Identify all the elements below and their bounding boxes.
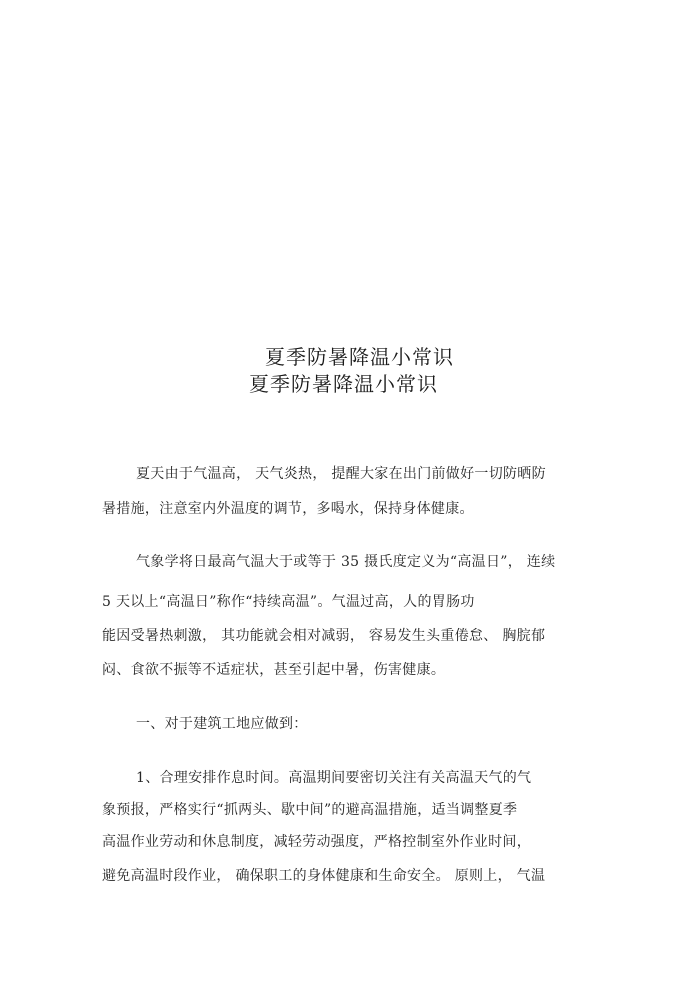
paragraph-1-line-1: 夏天由于气温高， 天气炎热， 提醒大家在出门前做好一切防晒防 — [136, 466, 546, 482]
section-heading-construction-site: 一、对于建筑工地应做到： — [136, 716, 308, 732]
paragraph-2-line-1: 气象学将日最高气温大于或等于 35 摄氏度定义为“高温日”， 连续 — [136, 554, 556, 570]
paragraph-2-line-4: 闷、食欲不振等不适症状，甚至引起中暑，伤害健康。 — [102, 662, 446, 678]
paragraph-3-line-1: 1、合理安排作息时间。高温期间要密切关注有关高温天气的气 — [136, 770, 532, 786]
page-title: 夏季防暑降温小常识 — [265, 345, 454, 369]
paragraph-3-line-3: 高温作业劳动和休息制度，减轻劳动强度，严格控制室外作业时间， — [102, 834, 531, 850]
paragraph-1-line-2: 暑措施，注意室内外温度的调节，多喝水，保持身体健康。 — [102, 501, 474, 517]
paragraph-3-line-4: 避免高温时段作业， 确保职工的身体健康和生命安全。 原则上， 气温 — [102, 868, 546, 884]
paragraph-2-line-3: 能因受暑热刺激， 其功能就会相对减弱， 容易发生头重倦怠、 胸脘郁 — [102, 628, 546, 644]
paragraph-2-line-2: 5 天以上“高温日”称作“持续高温”。气温过高，人的胃肠功 — [102, 594, 475, 610]
paragraph-3-line-2: 象预报，严格实行“抓两头、歇中间”的避高温措施，适当调整夏季 — [102, 802, 518, 818]
page-subtitle: 夏季防暑降温小常识 — [249, 372, 438, 396]
